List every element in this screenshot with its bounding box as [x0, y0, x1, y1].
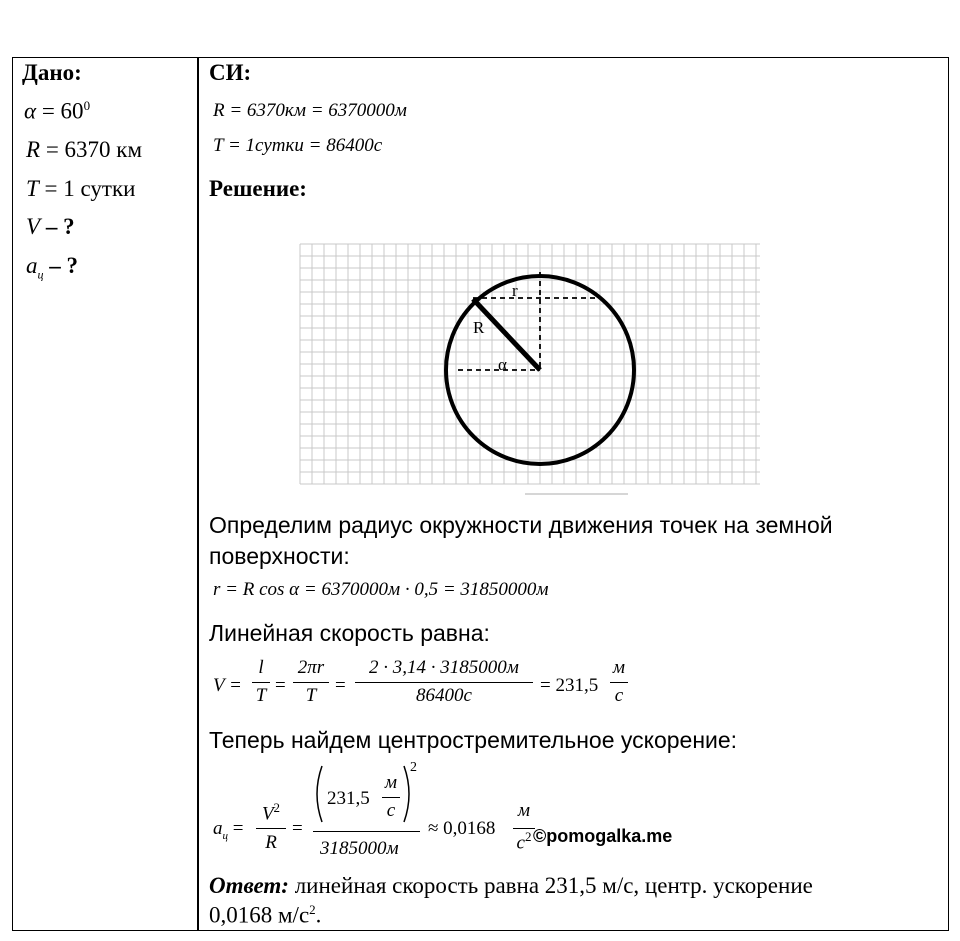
big-unit-frac [382, 772, 400, 822]
frac-numeric-den: 86400с [416, 685, 472, 706]
big-unit-m: м [384, 772, 398, 793]
given-T [26, 176, 135, 202]
alpha-value: = 60 [41, 98, 84, 124]
text-acceleration: Теперь найдем центростремительное ускорение: [209, 727, 738, 753]
a-lhs-symbol: a [213, 818, 223, 839]
a-question: – ? [49, 253, 78, 278]
label-r: r [512, 281, 518, 300]
text-radius-2: поверхности: [209, 543, 350, 569]
unit2-exp: 2 [524, 829, 532, 844]
approx-value: ≈ 0,0168 [428, 818, 496, 839]
frac-l-T [252, 657, 270, 707]
formula-r: r = R cos α = 6370000м · 0,5 = 31850000м [213, 579, 549, 600]
si-header: СИ: [209, 60, 252, 85]
solution-header: Решение: [209, 176, 307, 201]
frac-l-num: l [258, 657, 264, 678]
answer-line-2 [209, 902, 321, 929]
column-divider [197, 57, 199, 931]
R-symbol: R [26, 137, 41, 162]
big-unit-s: с [386, 800, 396, 821]
frac-numeric-num: 2 · 3,14 · 3185000м [369, 657, 519, 678]
V-question: – ? [45, 214, 75, 239]
unit2-s: с [516, 832, 525, 854]
text-velocity: Линейная скорость равна: [209, 620, 490, 646]
R-value: = 6370 км [45, 137, 143, 162]
frac-2pir-den: T [305, 685, 317, 706]
unit2-s2 [513, 829, 535, 854]
big-frac-line [313, 831, 420, 832]
frac-l-den: T [255, 685, 267, 706]
V2-exp: 2 [273, 800, 281, 815]
answer-text-1: линейная скорость равна 231,5 м/с, центр. ускорение [288, 873, 813, 898]
v-result: = 231,5 [540, 675, 599, 696]
a-eq-1: = [292, 818, 303, 839]
answer-line-1 [209, 873, 813, 899]
unit2-m: м [517, 800, 531, 821]
unit-m: м [612, 657, 626, 678]
T-value: = 1 сутки [44, 176, 136, 201]
frac-2pir-T [293, 657, 329, 707]
unknown-V [26, 214, 75, 240]
T-symbol: T [26, 176, 39, 201]
unit-s: с [614, 685, 624, 706]
a-lhs-eq: = [232, 818, 244, 839]
label-alpha: α [498, 355, 507, 374]
grid-lines [300, 244, 760, 484]
given-R [26, 137, 142, 163]
V-symbol: V [26, 214, 41, 239]
frac-numeric [355, 657, 533, 707]
eq-2: = [335, 675, 346, 696]
unit-m-s2 [513, 800, 535, 854]
given-header: Дано: [22, 60, 82, 85]
a-subscript: ц [37, 267, 44, 282]
alpha-exponent: 0 [83, 98, 91, 113]
si-line-R: R = 6370км = 6370000м [213, 100, 407, 121]
alpha-symbol: α [24, 98, 37, 124]
V2-symbol: V [261, 803, 274, 825]
frac-2pir-num: 2πr [297, 657, 325, 678]
left-paren [317, 766, 322, 822]
frac-V2-num [256, 800, 286, 825]
si-line-T: T = 1сутки = 86400с [213, 135, 383, 156]
frac-V2-den: R [265, 832, 277, 854]
answer-exponent: 2 [309, 902, 316, 917]
circle-diagram [280, 236, 780, 502]
eq-1: = [275, 675, 286, 696]
right-paren [404, 766, 409, 822]
answer-end: . [315, 902, 322, 928]
frac-V2-R [256, 800, 286, 854]
a-lhs-subscript: ц [222, 829, 228, 842]
big-value: 231,5 [327, 788, 370, 809]
big-exponent: 2 [410, 760, 417, 775]
a-lhs [213, 818, 243, 842]
v-lhs: V = [213, 675, 242, 696]
answer-label: Ответ: [209, 873, 289, 898]
watermark: ©pomogalka.me [533, 826, 673, 846]
given-alpha [24, 98, 90, 125]
unknown-a [26, 253, 78, 283]
label-R: R [473, 318, 485, 337]
unit-m-s [610, 657, 628, 707]
answer-text-2: 0,0168 м/с [209, 902, 310, 928]
text-radius-1: Определим радиус окружности движения точек на земной [209, 512, 833, 538]
a-symbol: a [26, 253, 38, 278]
big-denominator: 3185000м [320, 838, 399, 859]
